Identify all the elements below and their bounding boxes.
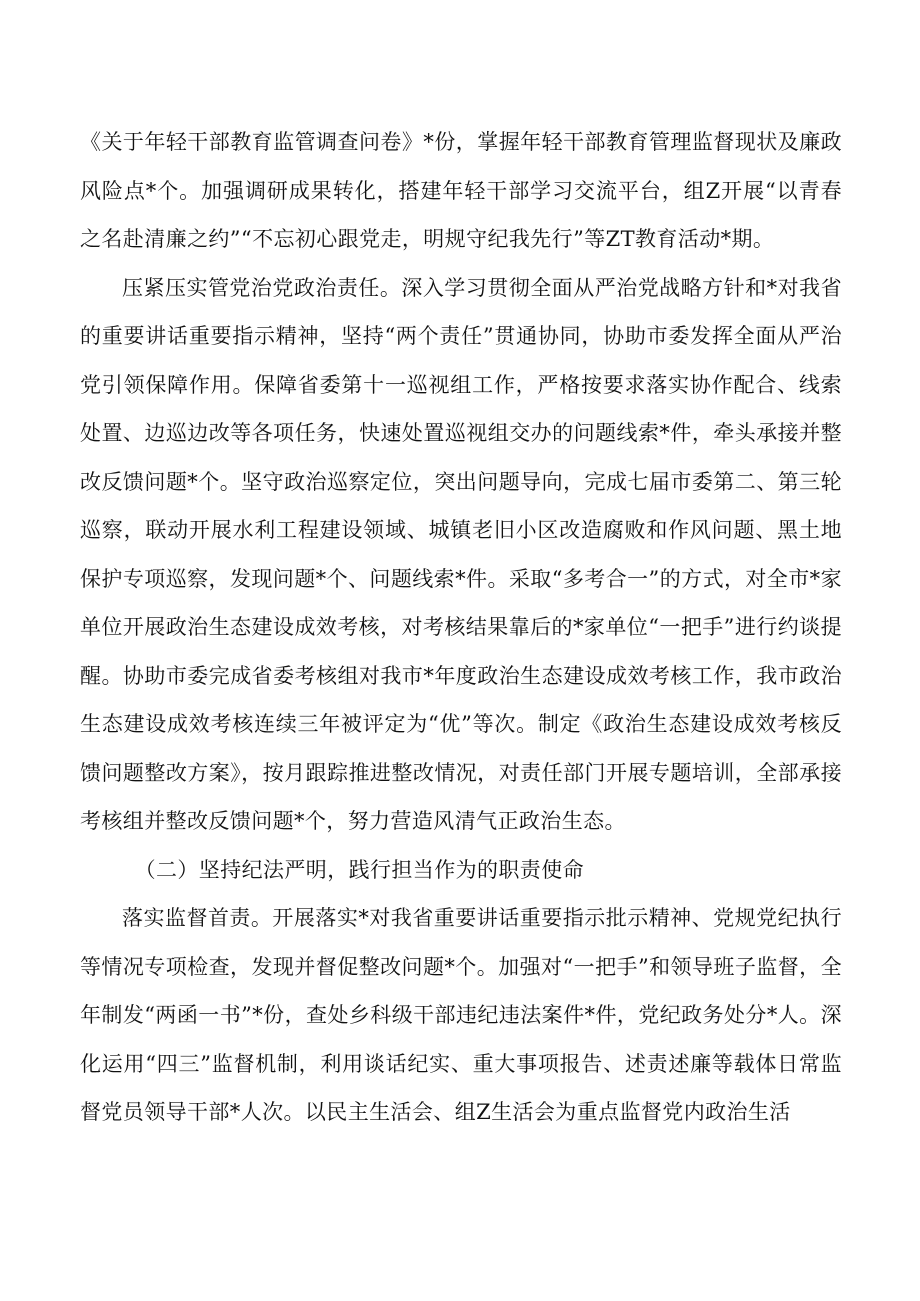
paragraph-supervision: 落实监督首责。开展落实*对我省重要讲话重要指示批示精神、党规党纪执行等情况专项检查，发现并督促整改问题*个。加强对“一把手”和领导班子监督，全年制发“两函一书”*份，查处乡科级干部违纪违法案件*件，党纪政务处分*人。深化运用“四三”监督机制，利用谈话纪实、重大事项报告、述责述廉等载体日常监督党员领导干部*人次。以民主生活会、组Z生活会为重点监督党内政治生活 [80,906,842,1124]
section-heading: （二）坚持纪法严明，践行担当作为的职责使命 [134,857,584,882]
document-body [80,118,842,1137]
paragraph-party-governance: 压紧压实管党治党政治责任。深入学习贯彻全面从严治党战略方针和*对我省的重要讲话重要指示精神，坚持“两个责任”贯通协同，协助市委发挥全面从严治党引领保障作用。保障省委第十一巡视组工作，严格按要求落实协作配合、线索处置、边巡边改等各项任务，快速处置巡视组交办的问题线索*件，牵头承接并整改反馈问题*个。坚守政治巡察定位，突出问题导向，完成七届市委第二、第三轮巡察，联动开展水利工程建设领域、城镇老旧小区改造腐败和作风问题、黑土地保护专项巡察，发现问题*个、问题线索*件。采取“多考合一”的方式，对全市*家单位开展政治生态建设成效考核，对考核结果靠后的*家单位“一把手”进行约谈提醒。协助市委完成省委考核组对我市*年度政治生态建设成效考核工作，我市政治生态建设成效考核连续三年被评定为“优”等次。制定《政治生态建设成效考核反馈问题整改方案》，按月跟踪推进整改情况，对责任部门开展专题培训，全部承接考核组并整改反馈问题*个，努力营造风清气正政治生态。 [80,275,842,833]
paragraph-survey-continuation: 《关于年轻干部教育监管调查问卷》*份，掌握年轻干部教育管理监督现状及廉政风险点*个。加强调研成果转化，搭建年轻干部学习交流平台，组Z开展“以青春之名赴清廉之约”“不忘初心跟党走，明规守纪我先行”等ZT教育活动*期。 [80,130,842,251]
